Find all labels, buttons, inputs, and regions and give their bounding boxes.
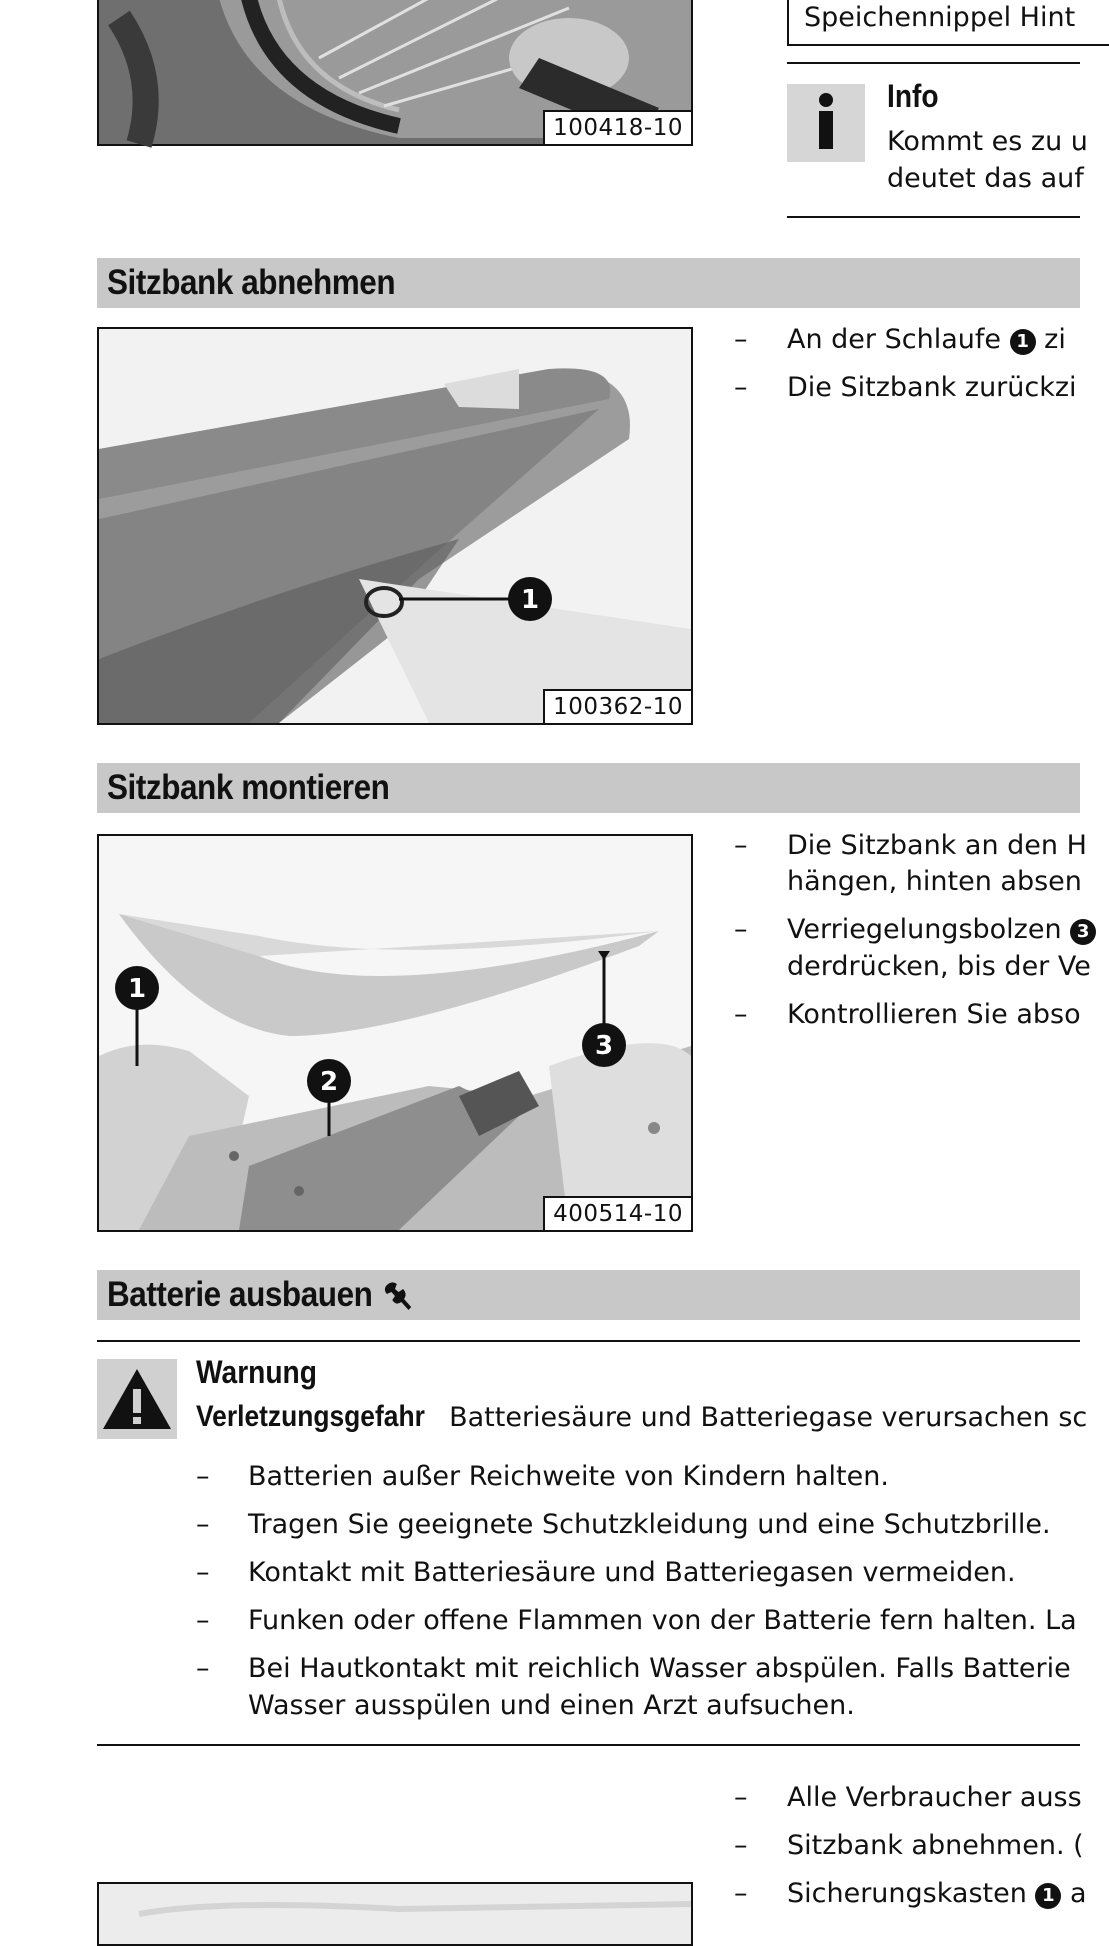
list-bullet: – <box>196 1461 210 1492</box>
hazard-label: Verletzungsgefahr <box>196 1400 425 1433</box>
step-3 <box>787 1876 1087 1912</box>
warning-hazard-line <box>196 1400 1087 1434</box>
section-header <box>97 1270 1080 1320</box>
section-title: Sitzbank abnehmen <box>107 263 396 302</box>
warning-triangle-icon <box>97 1359 177 1439</box>
list-bullet: – <box>734 830 748 861</box>
wrench-icon <box>384 1280 415 1310</box>
step-3: Kontrollieren Sie abso <box>787 999 1081 1030</box>
section-title: Sitzbank montieren <box>107 768 390 807</box>
seat-mount-illustration <box>99 836 691 1230</box>
warning-title: Warnung <box>196 1354 317 1390</box>
spoke-nipple-text: Speichennippel Hint <box>804 2 1076 33</box>
list-bullet: – <box>734 1782 748 1813</box>
info-title: Info <box>887 78 939 114</box>
list-bullet: – <box>734 1878 748 1909</box>
step-2-line-1 <box>787 912 1096 948</box>
svg-text:3: 3 <box>594 1031 614 1061</box>
step-text: zi <box>1044 324 1066 355</box>
step-2: Die Sitzbank zurückzi <box>787 372 1077 403</box>
info-line-1: Kommt es zu u <box>887 126 1088 157</box>
info-icon-box <box>787 84 865 162</box>
svg-text:2: 2 <box>319 1067 339 1097</box>
step-1-line-2: hängen, hinten absen <box>787 866 1082 897</box>
spoke-wrench-photo <box>97 0 693 146</box>
list-bullet: – <box>196 1653 210 1684</box>
battery-photo <box>97 1882 693 1946</box>
info-icon <box>787 84 865 162</box>
list-bullet: – <box>734 372 748 403</box>
warning-item: Bei Hautkontakt mit reichlich Wasser abspülen. Falls Batterie <box>248 1653 1071 1684</box>
list-bullet: – <box>196 1605 210 1636</box>
figure-code: 100362-10 <box>543 689 691 723</box>
svg-text:1: 1 <box>520 585 540 615</box>
seat-loop-illustration <box>99 329 691 723</box>
warning-item: Batterien außer Reichweite von Kindern halten. <box>248 1461 889 1492</box>
warning-item-line-2: Wasser ausspülen und einen Arzt aufsuchen. <box>248 1690 855 1721</box>
warning-item: Kontakt mit Batteriesäure und Batteriegasen vermeiden. <box>248 1557 1016 1588</box>
svg-text:1: 1 <box>127 974 147 1004</box>
step-text: Sicherungskasten <box>787 1878 1027 1909</box>
warning-item: Tragen Sie geeignete Schutzkleidung und eine Schutzbrille. <box>248 1509 1051 1540</box>
list-bullet: – <box>196 1557 210 1588</box>
warning-icon-box <box>97 1359 177 1439</box>
step-1: Alle Verbraucher auss <box>787 1782 1082 1813</box>
list-bullet: – <box>734 999 748 1030</box>
battery-illustration <box>99 1884 691 1944</box>
info-line-2: deutet das auf <box>887 163 1084 194</box>
seat-removal-photo <box>97 327 693 725</box>
divider <box>787 216 1080 218</box>
spoke-nipple-box <box>787 0 1109 46</box>
list-bullet: – <box>734 914 748 945</box>
list-bullet: – <box>734 1830 748 1861</box>
section-header <box>97 763 1080 813</box>
step-2-line-2: derdrücken, bis der Ve <box>787 951 1091 982</box>
divider <box>97 1340 1080 1342</box>
step-text: Verriegelungsbolzen <box>787 914 1062 945</box>
step-text: An der Schlaufe <box>787 324 1001 355</box>
section-title-text: Batterie ausbauen <box>107 1275 373 1314</box>
callout-marker: 1 <box>1010 329 1036 355</box>
list-bullet: – <box>734 324 748 355</box>
seat-mounting-photo <box>97 834 693 1232</box>
step-text: a <box>1070 1878 1087 1909</box>
section-header <box>97 258 1080 308</box>
callout-marker: 1 <box>1035 1883 1061 1909</box>
divider <box>97 1744 1080 1746</box>
step-1-line-1: Die Sitzbank an den H <box>787 830 1087 861</box>
figure-code: 400514-10 <box>543 1196 691 1230</box>
list-bullet: – <box>196 1509 210 1540</box>
hazard-text: Batteriesäure und Batteriegase verursachen sc <box>449 1402 1088 1433</box>
callout-marker: 3 <box>1070 919 1096 945</box>
section-title <box>107 1275 415 1315</box>
figure-code: 100418-10 <box>543 110 691 144</box>
step-2: Sitzbank abnehmen. ( <box>787 1830 1084 1861</box>
warning-item: Funken oder offene Flammen von der Batterie fern halten. La <box>248 1605 1077 1636</box>
divider <box>787 62 1080 64</box>
step-1 <box>787 322 1066 358</box>
